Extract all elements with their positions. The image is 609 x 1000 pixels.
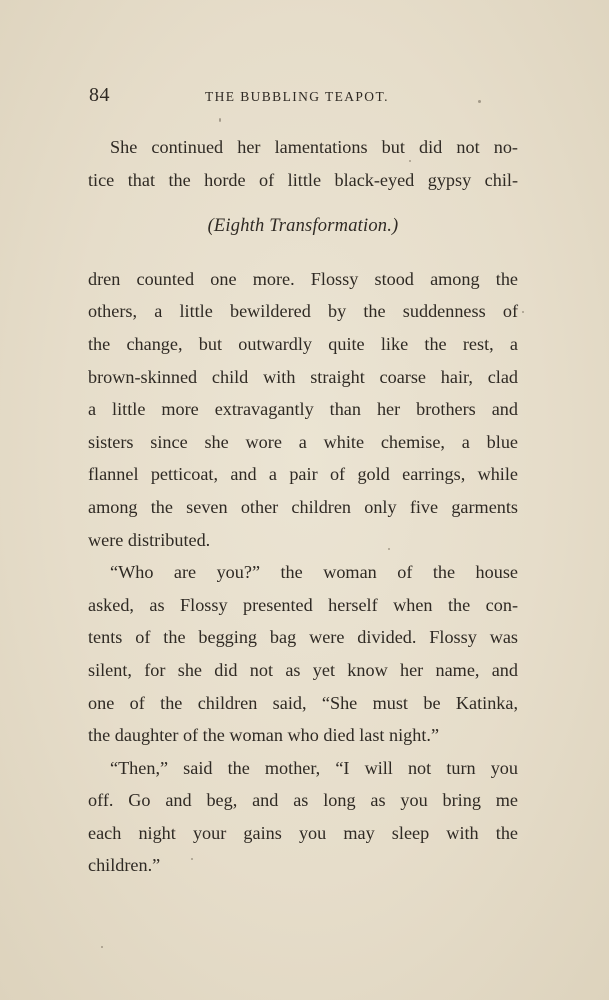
text-line: off. Go and beg, and as long as you bring me: [88, 790, 518, 811]
page-number: 84: [89, 84, 110, 106]
text-line: the daughter of the woman who died last night.”: [88, 725, 440, 746]
text-line: silent, for she did not as yet know her name, and: [88, 659, 518, 680]
illustration-caption: (Eighth Transformation.): [207, 216, 399, 237]
body-text: [88, 131, 518, 882]
text-line: brown-skinned child with straight coarse hair, clad: [88, 366, 518, 387]
paper-speck: [219, 118, 221, 122]
paper-speck: [388, 548, 390, 550]
running-head: THE BUBBLING TEAPOT.: [205, 89, 389, 104]
text-line: tice that the horde of little black-eyed gypsy chil-: [88, 169, 518, 190]
text-line: among the seven other children only five garments: [88, 496, 518, 517]
page-header: [89, 84, 519, 110]
text-line: the change, but outwardly quite like the rest, a: [88, 333, 518, 354]
text-line: asked, as Flossy presented herself when the con-: [88, 594, 518, 615]
paper-speck: [101, 946, 103, 948]
text-line: “Then,” said the mother, “I will not turn you: [110, 757, 518, 778]
paper-speck: [522, 311, 524, 313]
text-line: were distributed.: [88, 529, 211, 550]
text-line: She continued her lamentations but did not no-: [110, 137, 518, 157]
text-line: a little more extravagantly than her brothers and: [88, 399, 518, 420]
text-line: flannel petticoat, and a pair of gold earrings, while: [88, 464, 518, 485]
text-line: tents of the begging bag were divided. Flossy was: [88, 627, 518, 648]
text-line: dren counted one more. Flossy stood among the: [88, 268, 518, 289]
text-line: children.”: [88, 855, 161, 876]
text-line: “Who are you?” the woman of the house: [110, 562, 518, 583]
text-line: others, a little bewildered by the suddenness of: [88, 301, 518, 322]
text-line: sisters since she wore a white chemise, a blue: [88, 431, 518, 452]
text-line: one of the children said, “She must be Katinka,: [88, 692, 518, 713]
paper-speck: [191, 858, 193, 860]
paper-speck: [409, 160, 411, 162]
text-line: each night your gains you may sleep with the: [88, 822, 518, 843]
paper-speck: [478, 100, 481, 103]
